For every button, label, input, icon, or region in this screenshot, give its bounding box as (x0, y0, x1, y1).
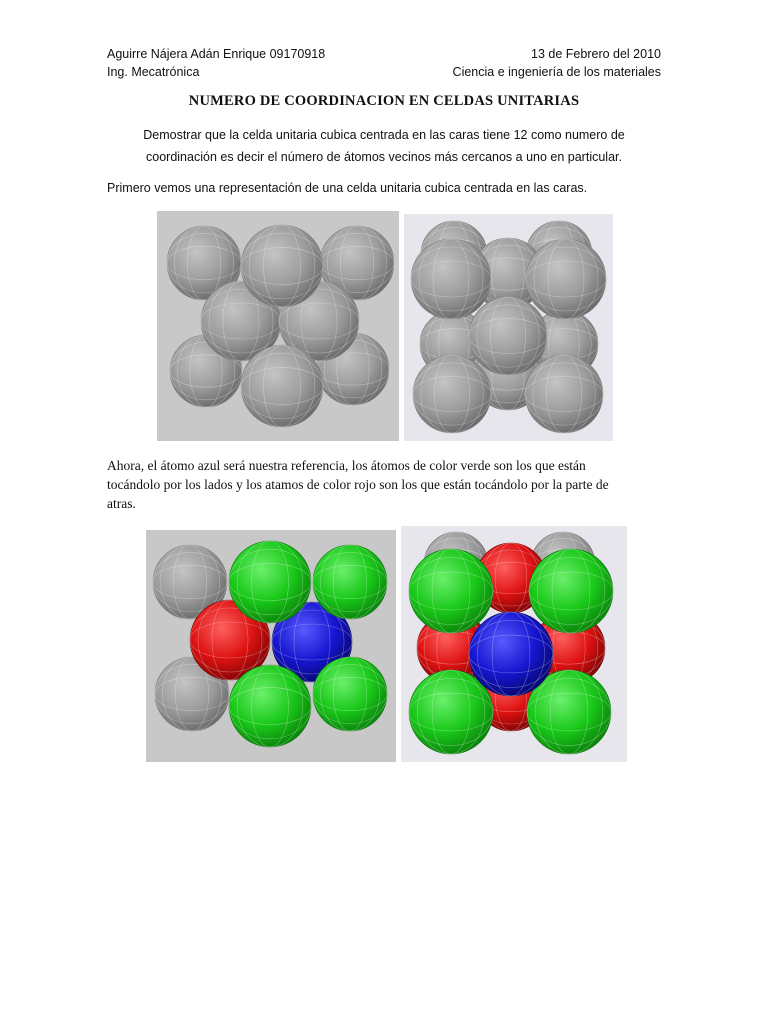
paragraph-reference-line-2: tocándolo por los lados y los atamos de color rojo son los que están tocándolo por la parte de (107, 477, 609, 492)
figure-fcc-rotated-gray (404, 214, 613, 441)
intro-line-1: Demostrar que la celda unitaria cubica centrada en las caras tiene 12 como numero de (143, 128, 625, 142)
intro-paragraph (120, 124, 648, 168)
atom-green (409, 549, 493, 633)
atom-gray (413, 355, 491, 433)
atom-gray (411, 239, 491, 319)
intro-line-2: coordinación es decir el número de átomos vecinos más cercanos a uno en particular. (146, 150, 622, 164)
paragraph-reference (107, 456, 667, 513)
atom-green (313, 545, 387, 619)
paragraph-reference-line-3: atras. (107, 496, 136, 511)
figure-fcc-front-gray (157, 211, 399, 441)
paragraph-reference-line-1: Ahora, el átomo azul será nuestra referencia, los átomos de color verde son los que están (107, 458, 586, 473)
atom-gray (525, 355, 603, 433)
figure-fcc-rotated-colored (401, 526, 627, 762)
document-title: NUMERO DE COORDINACION EN CELDAS UNITARIAS (188, 93, 580, 109)
atom-gray (469, 297, 547, 375)
figure-fcc-front-colored (146, 530, 396, 762)
header-date: 13 de Febrero del 2010 (531, 47, 661, 61)
atom-green (229, 541, 311, 623)
atom-green (313, 657, 387, 731)
atom-gray (526, 239, 606, 319)
header-program: Ing. Mecatrónica (107, 65, 200, 79)
atom-green (529, 549, 613, 633)
atom-blue (469, 612, 553, 696)
atom-gray (241, 225, 323, 307)
header-course: Ciencia e ingeniería de los materiales (452, 65, 661, 79)
paragraph-representation: Primero vemos una representación de una celda unitaria cubica centrada en las caras. (107, 181, 588, 195)
header-author: Aguirre Nájera Adán Enrique 09170918 (107, 47, 326, 61)
atom-green (229, 665, 311, 747)
atom-gray (241, 345, 323, 427)
